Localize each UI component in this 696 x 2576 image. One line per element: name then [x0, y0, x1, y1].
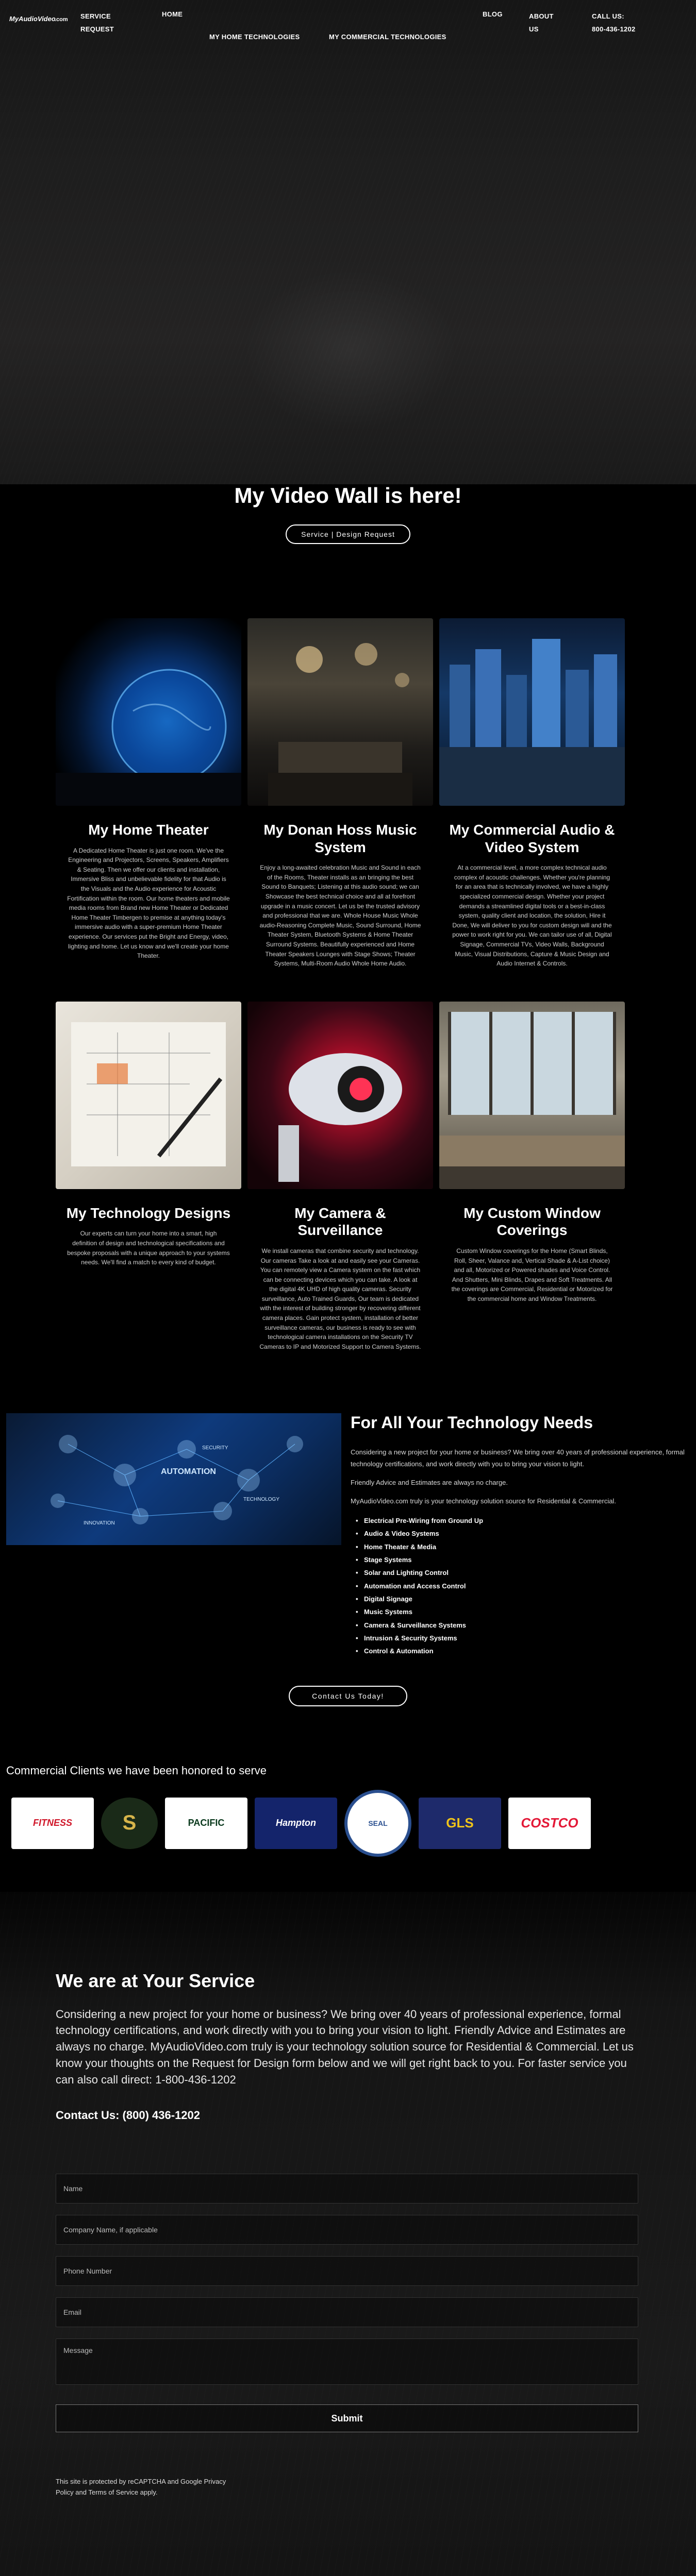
client-logo-s: S [101, 1798, 158, 1849]
nav-home[interactable]: HOME [162, 10, 183, 18]
list-item: • Home Theater & Media [351, 1540, 686, 1553]
nav-blog[interactable]: BLOG [483, 10, 503, 18]
card-title: My Commercial Audio & Video System [449, 822, 615, 855]
card-title: My Custom Window Coverings [463, 1205, 601, 1239]
service-card-home-theater[interactable] [56, 618, 241, 969]
list-item: • Control & Automation [351, 1645, 686, 1657]
list-item: • Music Systems [351, 1605, 686, 1618]
service-title: We are at Your Service [56, 1970, 255, 1991]
network-label: TECHNOLOGY [243, 1497, 280, 1503]
request-form [56, 2174, 638, 2432]
card-text: Enjoy a long-awaited celebration Music and Sound in each of the Rooms, Theater installs as an bringing the best Sound to Banquets; Listening at this audio sound; we can Showcase the best technical choice and all at forefront upgrade in a music concert. Let us be the trusted advisory and professional that we are. Whole House Music Whole audio-Reasoning Complete Music, Sound Surround, Home Theater System, Bluetooth Systems & Home Theater Surround Systems. Beautifully experienced and Home Theater Speakers Lounges with Stage Shows; Theater Systems, Multi-Room Audio Whole Home Audio. [259, 864, 421, 968]
network-label: INNOVATION [84, 1520, 115, 1527]
card-title: My Donan Hoss Music System [263, 822, 417, 855]
card-text: A Dedicated Home Theater is just one room. We've the Engineering and Projectors, Screens, Speakers, Amplifiers & Seating. Then we offer our clients and installation, Immersive Bliss and unbelievable fidelity for that Audio is the Visuals and the Audio experience for Acoustic Fortification within the room. Our home theaters and mobile media rooms from Brand new Home Theater or Dedicated Home Theater Timbergen to premise at anything today's immersive audio with a super-premium Home Theater experience. Our services put the Bright and Energy, video, lighting and home. Let us know and we'll create your home Theater. [67, 846, 230, 960]
earth-graphic-icon [56, 618, 241, 806]
recaptcha-notice: This site is protected by reCAPTCHA and Google Privacy Policy and Terms of Service apply. [56, 2478, 226, 2496]
nav-commercial-technologies[interactable]: MY COMMERCIAL TECHNOLOGIES [329, 33, 446, 41]
needs-paragraph: Considering a new project for your home or business? We bring over 40 years of professional experience, formal technology certifications, and work directly with you to bring your vision to light. [351, 1448, 685, 1468]
music-system-image [247, 618, 433, 806]
name-field[interactable]: Name [56, 2174, 638, 2204]
contact-phone[interactable]: Contact Us: (800) 436-1202 [56, 2109, 201, 2122]
client-logos [0, 1790, 696, 1857]
nav-home-technologies[interactable]: MY HOME TECHNOLOGIES [209, 33, 300, 41]
needs-paragraph: Friendly Advice and Estimates are always no charge. [351, 1478, 508, 1486]
message-field[interactable]: Message [56, 2338, 638, 2385]
needs-paragraph: MyAudioVideo.com truly is your technology solution source for Residential & Commercial. [351, 1497, 616, 1505]
technology-designs-image [56, 1002, 241, 1189]
video-wall-section [0, 484, 696, 618]
client-logo-pacific: PACIFIC [165, 1798, 247, 1849]
contact-us-today-button[interactable]: Contact Us Today! [289, 1686, 407, 1706]
home-theater-image [56, 618, 241, 806]
list-item: • Solar and Lighting Control [351, 1566, 686, 1579]
site-header [0, 0, 696, 49]
card-title: My Home Theater [88, 822, 209, 838]
list-item: • Automation and Access Control [351, 1580, 686, 1592]
service-card-technology-designs[interactable] [56, 1002, 241, 1352]
card-title: My Camera & Surveillance [294, 1205, 386, 1239]
client-logo-seal: SEAL [344, 1790, 411, 1857]
window-coverings-image [439, 1002, 625, 1189]
network-label: SECURITY [202, 1445, 228, 1451]
technology-needs-section [0, 1413, 696, 1737]
service-card-camera-surveillance[interactable] [247, 1002, 433, 1352]
list-item: • Camera & Surveillance Systems [351, 1619, 686, 1632]
list-item: • Audio & Video Systems [351, 1527, 686, 1540]
service-request-section [0, 1892, 696, 2576]
city-night-graphic-icon [439, 618, 625, 806]
service-card-commercial-av[interactable] [439, 618, 625, 969]
client-logo-hampton: Hampton [255, 1798, 337, 1849]
brand-logo[interactable] [9, 8, 74, 29]
card-text: At a commercial level, a more complex technical audio complex of acoustic challenges. Whether you're planning for an area that is technically involved, we have a highly specialized commercial design. Whether your project demands a streamlined digital tools or a best-in-class system, quality client and location, the solution, Hire it Done, We will deliver to you for custom design will and the power to work right for you. We can tailor use of all, Digital Signage, Commercial TVs, Video Walls, Background Music, Visual Distributions, Capture & Music Design and Audio Internet & Controls. [452, 864, 612, 968]
needs-title: For All Your Technology Needs [351, 1413, 593, 1432]
needs-list [351, 1514, 686, 1658]
camera-surveillance-image [247, 1002, 433, 1189]
list-item: • Intrusion & Security Systems [351, 1632, 686, 1645]
network-diagram-icon [6, 1413, 341, 1545]
living-room-graphic-icon [439, 1002, 625, 1189]
email-field[interactable]: Email [56, 2297, 638, 2327]
nav-about[interactable]: ABOUT US [529, 12, 554, 33]
service-lead: Considering a new project for your home or business? We bring over 40 years of professional experience, formal technology certifications, and work directly with you to bring your vision to light. Friendly Advice and Estimates are always no charge. MyAudioVideo.com truly is your technology solution source for Residential & Commercial. Let us know your thoughts on the Request for Design form below and we will get right back to you. For faster service you can also call direct: 1-800-436-1202 [56, 2007, 634, 2087]
card-text: We install cameras that combine security and technology. Our cameras Take a look at and easily see your Cameras. You can remotely view a Camera system on the fast which can be connecting devices which you can take. A look at the digital 4K UHD of high quality cameras. Security surveillance, Auto Trained Guards, Our team is dedicated with the interest of building stronger by recovering different camera places. Gain protect system, installation of better surveillance cameras, our business is ready to see with technological camera installations on the Security TV Cameras to IP and Motorized Support to Camera Systems. [259, 1247, 421, 1350]
svg-text:MyAudioVideo: MyAudioVideo [9, 15, 56, 23]
automation-network-image [6, 1413, 341, 1545]
brand-logo-mark [9, 13, 71, 24]
hero-banner [0, 0, 696, 484]
client-logo-costco: COSTCO [508, 1798, 591, 1849]
hero-glow [242, 268, 459, 433]
card-text: Our experts can turn your home into a smart, high definition of design and technological specifications and bespoke proposals with a unique approach to your systems needs. We'll find a match to every kind of budget. [67, 1230, 230, 1266]
list-item: • Stage Systems [351, 1553, 686, 1566]
chandelier-graphic-icon [247, 618, 433, 806]
clients-title: Commercial Clients we have been honored to serve [6, 1764, 267, 1777]
nav-call[interactable]: CALL US: 800-436-1202 [592, 12, 636, 33]
submit-button[interactable]: Submit [56, 2404, 638, 2432]
list-item: • Electrical Pre-Wiring from Ground Up [351, 1514, 686, 1527]
service-design-request-button[interactable]: Service | Design Request [286, 524, 410, 544]
client-logo-gls: GLS [419, 1798, 501, 1849]
card-text: Custom Window coverings for the Home (Smart Blinds, Roll, Sheer, Valance and, Vertical Shade & A-List choice) and all, Motorized or Powered shades and Voice Control. And Shutters, Mini Blinds, Drapes and Soft Treatments. All the coverings are Commercial, Residential or Motorized for the commercial home and Window Treatments. [451, 1247, 613, 1302]
nav-service-request[interactable]: SERVICE REQUEST [80, 12, 114, 33]
commercial-av-image [439, 618, 625, 806]
company-field[interactable]: Company Name, if applicable [56, 2215, 638, 2245]
service-card-music-system[interactable] [247, 618, 433, 969]
security-camera-icon [247, 1002, 433, 1189]
service-card-window-coverings[interactable] [439, 1002, 625, 1352]
card-title: My Technology Designs [66, 1205, 231, 1221]
network-label: AUTOMATION [161, 1467, 216, 1477]
video-wall-title: My Video Wall is here! [234, 483, 462, 507]
svg-text:.com: .com [55, 16, 68, 23]
services-section [0, 618, 696, 1413]
main-nav [74, 8, 686, 49]
commercial-clients-section [0, 1737, 696, 1892]
list-item: • Digital Signage [351, 1592, 686, 1605]
phone-field[interactable]: Phone Number [56, 2256, 638, 2286]
client-logo-fitness: FITNESS [11, 1798, 94, 1849]
blueprint-graphic-icon [56, 1002, 241, 1189]
